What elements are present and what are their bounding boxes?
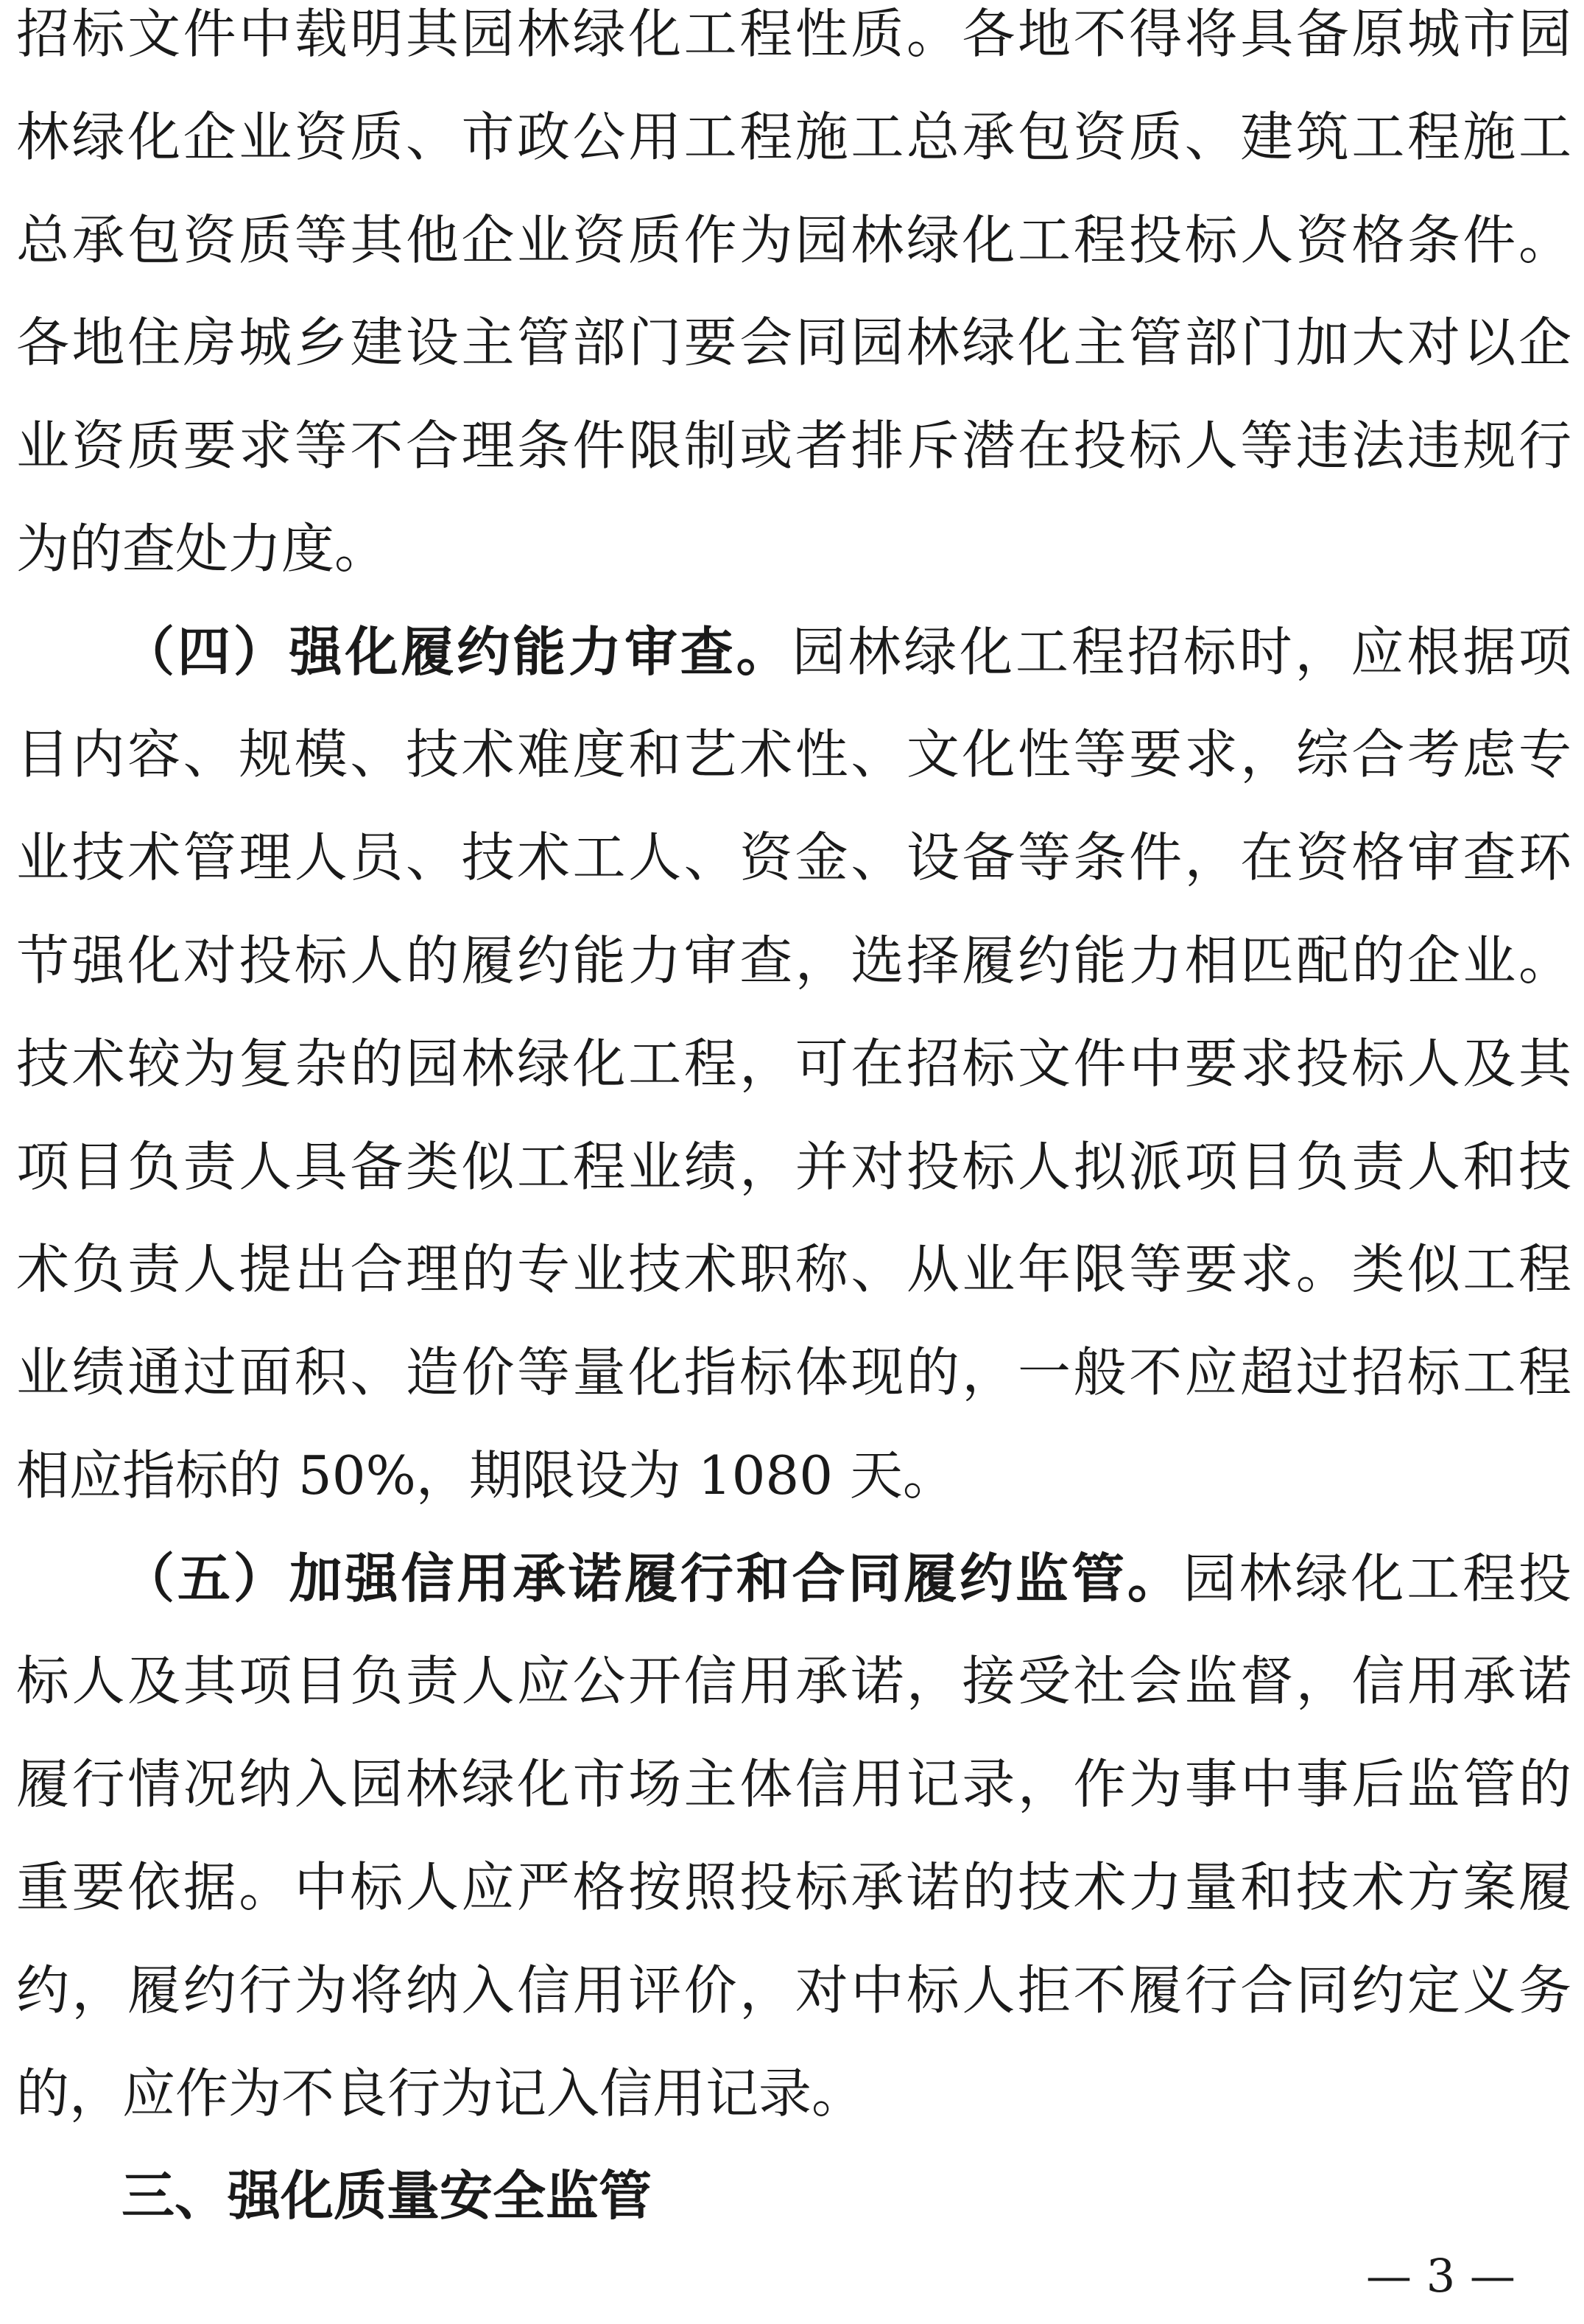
- paragraph-line: 重要依据。中标人应严格按照投标承诺的技术力量和技术方案履: [16, 1856, 1571, 1918]
- section-4-first-line: [122, 615, 1571, 689]
- paragraph-line: 招标文件中载明其园林绿化工程性质。各地不得将具备原城市园: [16, 3, 1571, 65]
- paragraph-line: 项目负责人具备类似工程业绩，并对投标人拟派项目负责人和技: [16, 1136, 1571, 1198]
- section-5-heading: （五）加强信用承诺履行和合同履约监管。: [122, 1548, 1183, 1609]
- paragraph-line: 相应指标的 50%，期限设为 1080 天。: [16, 1444, 956, 1506]
- section-4-heading: （四）强化履约能力审查。: [122, 621, 792, 683]
- paragraph-line: 总承包资质等其他企业资质作为园林绿化工程投标人资格条件。: [16, 209, 1571, 271]
- page-number: — 3 —: [1366, 2249, 1516, 2303]
- paragraph-line: 林绿化企业资质、市政公用工程施工总承包资质、建筑工程施工: [16, 106, 1571, 168]
- paragraph-line: 标人及其项目负责人应公开信用承诺，接受社会监督，信用承诺: [16, 1650, 1571, 1712]
- paragraph-line: 履行情况纳入园林绿化市场主体信用记录，作为事中事后监管的: [16, 1753, 1571, 1815]
- paragraph-line: 业技术管理人员、技术工人、资金、设备等条件，在资格审查环: [16, 826, 1571, 888]
- paragraph-line: 约，履约行为将纳入信用评价，对中标人拒不履行合同约定义务: [16, 1959, 1571, 2021]
- paragraph-line: 业资质要求等不合理条件限制或者排斥潜在投标人等违法违规行: [16, 415, 1571, 477]
- paragraph-line: 节强化对投标人的履约能力审查，选择履约能力相匹配的企业。: [16, 930, 1571, 991]
- section-5-first-line: [122, 1542, 1571, 1615]
- section-3-heading: 三、强化质量安全监管: [122, 2165, 652, 2227]
- paragraph-line: 术负责人提出合理的专业技术职称、从业年限等要求。类似工程: [16, 1238, 1571, 1300]
- paragraph-line: 为的查处力度。: [16, 518, 388, 580]
- section-4-first-line-text: 园林绿化工程招标时，应根据项: [792, 621, 1571, 683]
- paragraph-line: 目内容、规模、技术难度和艺术性、文化性等要求，综合考虑专: [16, 723, 1571, 785]
- paragraph-line: 各地住房城乡建设主管部门要会同园林绿化主管部门加大对以企: [16, 312, 1571, 373]
- paragraph-line: 技术较为复杂的园林绿化工程，可在招标文件中要求投标人及其: [16, 1033, 1571, 1095]
- paragraph-line: 业绩通过面积、造价等量化指标体现的，一般不应超过招标工程: [16, 1341, 1571, 1403]
- section-5-first-line-text: 园林绿化工程投: [1183, 1548, 1571, 1609]
- paragraph-line: 的，应作为不良行为记入信用记录。: [16, 2063, 865, 2124]
